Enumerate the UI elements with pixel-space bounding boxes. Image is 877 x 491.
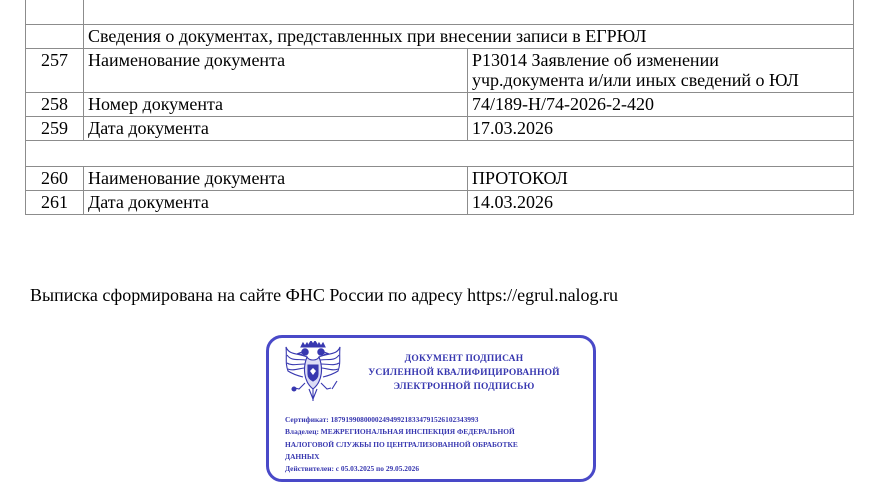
stamp-details	[285, 414, 585, 475]
russian-coat-of-arms-icon	[283, 341, 343, 405]
owner-line: НАЛОГОВОЙ СЛУЖБЫ ПО ЦЕНТРАЛИЗОВАННОЙ ОБРАБОТКЕ	[285, 439, 518, 449]
row-value: ПРОТОКОЛ	[468, 167, 854, 191]
section-header-row	[26, 25, 854, 49]
row-label: Наименование документа	[84, 49, 468, 93]
row-value-line: Р13014 Заявление об изменении	[472, 50, 719, 70]
table-row-empty	[26, 0, 854, 25]
document-details-table	[25, 0, 854, 215]
table-cell	[84, 0, 854, 25]
certificate-number: Сертификат: 1879199080000249499218334791526102343993	[285, 415, 479, 424]
row-label: Дата документа	[84, 117, 468, 141]
stamp-title	[353, 352, 575, 394]
table-row	[26, 117, 854, 141]
row-value-line: учр.документа и/или иных сведений о ЮЛ	[472, 70, 799, 90]
row-number: 257	[26, 49, 84, 93]
table-row-empty	[26, 141, 854, 167]
row-value	[468, 49, 854, 93]
row-label: Номер документа	[84, 93, 468, 117]
row-value: 14.03.2026	[468, 191, 854, 215]
owner-line: ДАННЫХ	[285, 451, 320, 461]
electronic-signature-stamp	[266, 335, 596, 482]
row-label: Дата документа	[84, 191, 468, 215]
table-cell	[26, 25, 84, 49]
table-row	[26, 49, 854, 93]
row-value: 74/189-Н/74-2026-2-420	[468, 93, 854, 117]
footer-note: Выписка сформирована на сайте ФНС России по адресу https://egrul.nalog.ru	[30, 285, 619, 305]
table-cell	[26, 0, 84, 25]
row-number: 259	[26, 117, 84, 141]
row-value: 17.03.2026	[468, 117, 854, 141]
table-row	[26, 167, 854, 191]
stamp-title-line: ДОКУМЕНТ ПОДПИСАН	[404, 354, 524, 364]
owner-line: Владелец: МЕЖРЕГИОНАЛЬНАЯ ИНСПЕКЦИЯ ФЕДЕРАЛЬНОЙ	[285, 427, 515, 437]
table-row	[26, 191, 854, 215]
validity-period: Действителен: с 05.03.2025 по 29.05.2026	[285, 464, 420, 474]
stamp-title-line: УСИЛЕННОЙ КВАЛИФИЦИРОВАННОЙ	[368, 368, 560, 378]
row-number: 258	[26, 93, 84, 117]
row-number: 261	[26, 191, 84, 215]
section-header: Сведения о документах, представленных при внесении записи в ЕГРЮЛ	[84, 25, 854, 49]
table-cell	[26, 141, 854, 167]
row-label: Наименование документа	[84, 167, 468, 191]
stamp-title-line: ЭЛЕКТРОННОЙ ПОДПИСЬЮ	[393, 382, 535, 392]
row-number: 260	[26, 167, 84, 191]
table-row	[26, 93, 854, 117]
